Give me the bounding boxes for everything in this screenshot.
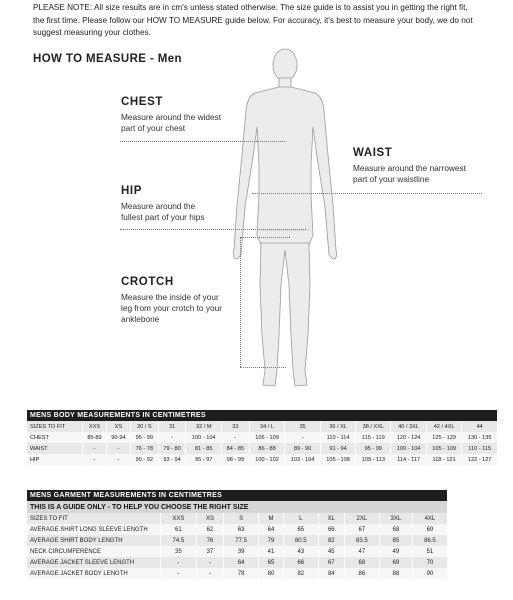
waist-description: Measure around the narrowest part of your waistline bbox=[353, 163, 466, 184]
table-cell: 65 bbox=[259, 557, 284, 568]
table-cell: XS bbox=[106, 421, 130, 432]
row-label-cell: AVERAGE SHIRT BODY LENGTH bbox=[27, 535, 161, 546]
table-cell: - bbox=[161, 557, 197, 568]
table-cell: 79 - 80 bbox=[158, 443, 186, 454]
crotch-label: CROTCH bbox=[121, 276, 174, 288]
body-table-title: MENS BODY MEASUREMENTS IN CENTIMETRES bbox=[27, 410, 498, 421]
table-cell: 44 bbox=[462, 421, 498, 432]
table-cell: 90-94 bbox=[106, 432, 130, 443]
table-cell: 30 / S bbox=[130, 421, 158, 432]
table-cell: 105 - 109 bbox=[426, 443, 462, 454]
table-cell: 69 bbox=[379, 557, 412, 568]
table-cell: 4XL bbox=[412, 513, 447, 524]
table-cell: XS bbox=[196, 513, 223, 524]
table-row bbox=[27, 524, 448, 535]
table-cell: 105 - 109 bbox=[249, 432, 285, 443]
table-cell: 100 - 102 bbox=[249, 454, 285, 465]
table-row bbox=[27, 546, 448, 557]
table-cell: - bbox=[196, 568, 223, 579]
table-cell: 74.5 bbox=[161, 535, 197, 546]
table-cell: 34 / L bbox=[249, 421, 285, 432]
table-cell: 64 bbox=[259, 524, 284, 535]
table-cell: 80.5 bbox=[283, 535, 318, 546]
table-cell: 67 bbox=[318, 557, 344, 568]
table-cell: 84 bbox=[318, 568, 344, 579]
row-label-cell: SIZES TO FIT bbox=[27, 421, 83, 432]
table-cell: 47 bbox=[344, 546, 379, 557]
chest-guide-line bbox=[120, 141, 285, 142]
crotch-guide-line-bottom bbox=[240, 367, 286, 368]
table-cell: 79 bbox=[259, 535, 284, 546]
table-cell: 100 - 104 bbox=[391, 443, 427, 454]
table-cell: XL bbox=[318, 513, 344, 524]
table-row bbox=[27, 513, 448, 524]
table-cell: 51 bbox=[412, 546, 447, 557]
row-label-cell: HIP bbox=[27, 454, 83, 465]
table-cell: 122 - 127 bbox=[462, 454, 498, 465]
table-cell: 80 bbox=[259, 568, 284, 579]
table-row bbox=[27, 443, 498, 454]
row-label-cell: AVERAGE SHIRT LONG SLEEVE LENGTH bbox=[27, 524, 161, 535]
table-cell: 66 bbox=[283, 557, 318, 568]
table-cell: 91 - 94 bbox=[320, 443, 356, 454]
hip-description: Measure around the fullest part of your hips bbox=[121, 201, 205, 222]
row-label-cell: AVERAGE JACKET SLEEVE LENGTH bbox=[27, 557, 161, 568]
row-label-cell: SIZES TO FIT bbox=[27, 513, 161, 524]
page-title: HOW TO MEASURE - Men bbox=[33, 53, 182, 65]
table-cell: 63 bbox=[224, 524, 259, 535]
table-cell: 98 - 99 bbox=[221, 454, 249, 465]
table-cell: 89 - 90 bbox=[285, 443, 321, 454]
table-cell: 65 bbox=[283, 524, 318, 535]
table-cell: 82 bbox=[318, 535, 344, 546]
table-cell: 86.5 bbox=[412, 535, 447, 546]
table-cell: 95 - 99 bbox=[356, 443, 391, 454]
table-cell: 114 - 117 bbox=[391, 454, 427, 465]
table-cell: 61 bbox=[161, 524, 197, 535]
table-cell: 67 bbox=[344, 524, 379, 535]
table-cell: 110 - 115 bbox=[462, 443, 498, 454]
table-cell: 88 bbox=[379, 568, 412, 579]
row-label-cell: AVERAGE JACKET BODY LENGTH bbox=[27, 568, 161, 579]
table-cell: 43 bbox=[283, 546, 318, 557]
garment-measurements-table bbox=[27, 490, 448, 579]
table-row bbox=[27, 421, 498, 432]
table-cell: 3XL bbox=[379, 513, 412, 524]
table-row bbox=[27, 568, 448, 579]
garment-table-subtitle: THIS IS A GUIDE ONLY - TO HELP YOU CHOOSE THE RIGHT SIZE bbox=[27, 501, 448, 513]
table-cell: - bbox=[106, 454, 130, 465]
table-cell: - bbox=[83, 443, 107, 454]
size-note: PLEASE NOTE: All size results are in cm's unless stated otherwise. The size guide is to assist you in getting the right fit, the first time. Please follow our HOW TO MEASURE guide below. For accuracy, it's best to measure your body, we do not suggest measuring your clothes. bbox=[33, 3, 473, 37]
table-cell: 35 bbox=[161, 546, 197, 557]
table-row bbox=[27, 454, 498, 465]
table-cell: 2XL bbox=[344, 513, 379, 524]
table-cell: 85 bbox=[379, 535, 412, 546]
table-cell: 35 bbox=[285, 421, 321, 432]
table-cell: M bbox=[259, 513, 284, 524]
table-cell: - bbox=[196, 557, 223, 568]
table-cell: 85-89 bbox=[83, 432, 107, 443]
crotch-guide-line bbox=[240, 237, 241, 367]
hip-guide-line bbox=[120, 229, 306, 230]
table-cell: 86 - 88 bbox=[249, 443, 285, 454]
table-cell: S bbox=[224, 513, 259, 524]
table-cell: 41 bbox=[259, 546, 284, 557]
table-cell: 115 - 119 bbox=[356, 432, 391, 443]
table-cell: 68 bbox=[344, 557, 379, 568]
table-cell: 84 - 85 bbox=[221, 443, 249, 454]
waist-label: WAIST bbox=[353, 147, 393, 159]
table-cell: 33 bbox=[221, 421, 249, 432]
table-cell: 36 / XL bbox=[320, 421, 356, 432]
table-cell: 32 / M bbox=[186, 421, 222, 432]
table-cell: - bbox=[285, 432, 321, 443]
table-cell: 109 - 113 bbox=[356, 454, 391, 465]
table-cell: XXS bbox=[161, 513, 197, 524]
table-cell: - bbox=[221, 432, 249, 443]
table-cell: 40 / 3XL bbox=[391, 421, 427, 432]
table-cell: 125 - 129 bbox=[426, 432, 462, 443]
table-cell: 86 bbox=[344, 568, 379, 579]
table-cell: L bbox=[283, 513, 318, 524]
row-label-cell: CHEST bbox=[27, 432, 83, 443]
table-cell: 100 - 104 bbox=[186, 432, 222, 443]
hip-label: HIP bbox=[121, 185, 142, 197]
row-label-cell: NECK CIRCUMFERENCE bbox=[27, 546, 161, 557]
table-cell: 130 - 135 bbox=[462, 432, 498, 443]
table-cell: - bbox=[158, 432, 186, 443]
table-cell: 78 bbox=[224, 568, 259, 579]
table-cell: 90 bbox=[412, 568, 447, 579]
table-cell: 82 bbox=[283, 568, 318, 579]
table-cell: 120 - 124 bbox=[391, 432, 427, 443]
table-cell: 95 - 97 bbox=[186, 454, 222, 465]
table-cell: 76 - 78 bbox=[130, 443, 158, 454]
table-cell: - bbox=[106, 443, 130, 454]
chest-description: Measure around the widest part of your chest bbox=[121, 112, 222, 133]
table-cell: 95 - 99 bbox=[130, 432, 158, 443]
table-cell: 38 / XXL bbox=[356, 421, 391, 432]
table-cell: 81 - 85 bbox=[186, 443, 222, 454]
body-figure-illustration bbox=[215, 45, 355, 395]
table-row bbox=[27, 535, 448, 546]
table-cell: 49 bbox=[379, 546, 412, 557]
crotch-guide-line-top bbox=[240, 237, 290, 238]
table-cell: 77.5 bbox=[224, 535, 259, 546]
table-cell: 110 - 114 bbox=[320, 432, 356, 443]
table-cell: 68 bbox=[379, 524, 412, 535]
table-row bbox=[27, 432, 498, 443]
table-cell: 37 bbox=[196, 546, 223, 557]
chest-label: CHEST bbox=[121, 96, 163, 108]
table-cell: 45 bbox=[318, 546, 344, 557]
table-cell: 70 bbox=[412, 557, 447, 568]
table-cell: 103 - 104 bbox=[285, 454, 321, 465]
table-cell: - bbox=[83, 454, 107, 465]
table-cell: 83.5 bbox=[344, 535, 379, 546]
table-cell: 64 bbox=[224, 557, 259, 568]
row-label-cell: WAIST bbox=[27, 443, 83, 454]
table-cell: - bbox=[161, 568, 197, 579]
table-cell: 66 bbox=[318, 524, 344, 535]
table-cell: 69 bbox=[412, 524, 447, 535]
garment-table-title: MENS GARMENT MEASUREMENTS IN CENTIMETRES bbox=[27, 490, 448, 501]
table-cell: 42 / 4XL bbox=[426, 421, 462, 432]
crotch-description: Measure the inside of your leg from your crotch to your anklebone bbox=[121, 292, 222, 324]
table-cell: 62 bbox=[196, 524, 223, 535]
table-cell: 31 bbox=[158, 421, 186, 432]
waist-guide-line bbox=[252, 193, 482, 194]
table-cell: 93 - 94 bbox=[158, 454, 186, 465]
body-measurements-table bbox=[27, 410, 498, 465]
table-cell: 90 - 92 bbox=[130, 454, 158, 465]
table-cell: 105 - 108 bbox=[320, 454, 356, 465]
table-cell: XXS bbox=[83, 421, 107, 432]
table-cell: 76 bbox=[196, 535, 223, 546]
table-cell: 39 bbox=[224, 546, 259, 557]
table-cell: 118 - 121 bbox=[426, 454, 462, 465]
table-row bbox=[27, 557, 448, 568]
